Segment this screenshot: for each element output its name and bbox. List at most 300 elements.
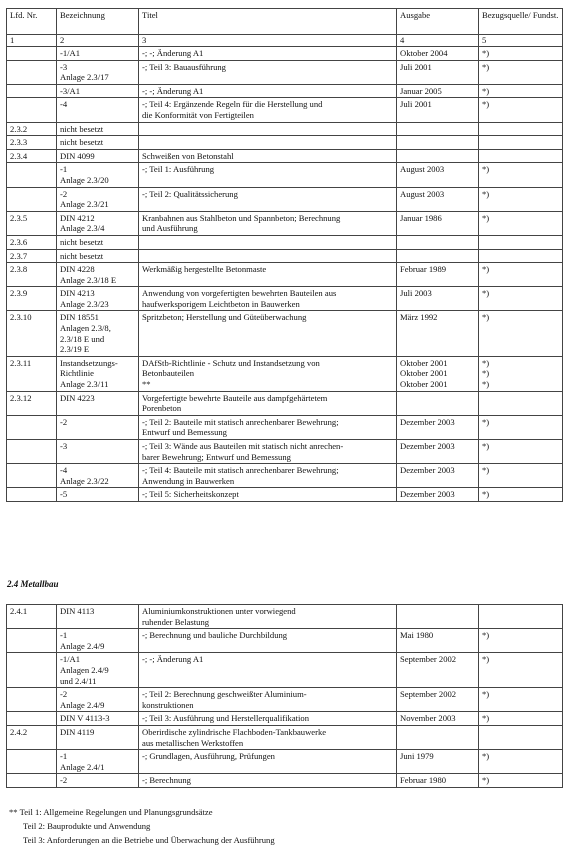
cell-line: *) (482, 368, 490, 379)
cell-ausgabe (397, 464, 479, 488)
cell-titel (139, 249, 397, 263)
cell-line: *) (482, 357, 490, 368)
cell-ausgabe (397, 249, 479, 263)
table-row (7, 84, 563, 98)
cell-line: -2 (60, 775, 68, 786)
cell-titel (139, 391, 397, 415)
cell-line: 2.3/18 E und (60, 333, 105, 344)
cell-lfd-nr: 2.3.5 (7, 211, 57, 235)
cell-ausgabe (397, 774, 479, 788)
table-row (7, 774, 563, 788)
cell-line: -; Teil 4: Ergänzende Regeln für die Herstellung und (142, 99, 323, 110)
cell-ausgabe (397, 488, 479, 502)
cell-bezeichnung (57, 187, 139, 211)
cell-bezugsquelle (479, 629, 563, 653)
cell-line: *) (482, 630, 490, 641)
cell-lfd-nr: 2.3.12 (7, 391, 57, 415)
cell-line: Dezember 2003 (400, 416, 455, 427)
cell-bezugsquelle (479, 149, 563, 163)
cell-titel (139, 98, 397, 122)
cell-line: -; Teil 1: Ausführung (142, 164, 215, 175)
cell-ausgabe (397, 84, 479, 98)
cell-lfd-nr (7, 98, 57, 122)
cell-titel (139, 163, 397, 187)
table-row (7, 725, 563, 749)
cell-line: *) (482, 312, 490, 323)
table-row (7, 712, 563, 726)
cell-line: -1/A1 (60, 654, 81, 665)
table-row (7, 688, 563, 712)
cell-lfd-nr: 2.3.4 (7, 149, 57, 163)
cell-line: August 2003 (400, 164, 445, 175)
cell-lfd-nr: 2.3.6 (7, 235, 57, 249)
cell-line: -; -; Änderung A1 (142, 48, 204, 58)
cell-line: Anlage 2.4/1 (60, 761, 105, 772)
cell-ausgabe (397, 149, 479, 163)
cell-line: *) (482, 164, 490, 175)
cell-ausgabe (397, 712, 479, 726)
cell-line: Anlage 2.3/22 (60, 475, 109, 486)
cell-bezeichnung (57, 84, 139, 98)
cell-titel (139, 415, 397, 439)
cell-titel (139, 605, 397, 629)
column-number: 4 (397, 35, 479, 47)
cell-bezugsquelle (479, 712, 563, 726)
cell-line: Januar 2005 (400, 85, 442, 96)
cell-bezugsquelle (479, 311, 563, 356)
cell-line: *) (482, 713, 490, 724)
cell-bezeichnung (57, 629, 139, 653)
cell-line: Schweißen von Betonstahl (142, 150, 234, 161)
cell-line: -; Teil 3: Ausführung und Herstellerqualifikation (142, 713, 310, 724)
cell-line: Juli 2001 (400, 99, 432, 110)
cell-lfd-nr (7, 488, 57, 502)
cell-bezugsquelle (479, 488, 563, 502)
header-lfd-nr: Lfd. Nr. (7, 9, 57, 35)
cell-line: Anlage 2.3/11 (60, 379, 109, 390)
cell-line: Juli 2001 (400, 61, 432, 72)
cell-line: DIN 4212 (60, 212, 95, 223)
cell-line: und 2.4/11 (60, 675, 97, 686)
cell-ausgabe (397, 629, 479, 653)
cell-line: *) (482, 689, 490, 700)
cell-titel (139, 60, 397, 84)
cell-line: DAfStb-Richtlinie - Schutz und Instandsetzung von (142, 357, 320, 368)
table-row (7, 629, 563, 653)
cell-bezeichnung (57, 605, 139, 629)
cell-lfd-nr: 2.3.10 (7, 311, 57, 356)
cell-line: Instandsetzungs- (60, 357, 118, 368)
cell-line: nicht besetzt (60, 236, 104, 247)
cell-line: -4 (60, 99, 68, 110)
cell-titel (139, 187, 397, 211)
cell-titel (139, 287, 397, 311)
cell-bezugsquelle (479, 47, 563, 61)
cell-lfd-nr (7, 750, 57, 774)
cell-line: *) (482, 264, 490, 275)
cell-lfd-nr (7, 774, 57, 788)
cell-line: März 1992 (400, 312, 438, 323)
cell-titel (139, 488, 397, 502)
cell-line: -; Teil 3: Wände aus Bauteilen mit statisch nicht anrechen- (142, 441, 344, 451)
cell-bezeichnung (57, 163, 139, 187)
cell-line: Entwurf und Bemessung (142, 427, 227, 438)
cell-line: -; Teil 2: Berechnung geschweißter Aluminium- (142, 689, 307, 700)
cell-line: -; -; Änderung A1 (142, 85, 204, 96)
cell-titel (139, 750, 397, 774)
cell-line: Anwendung von vorgefertigten bewehrten Bauteilen aus (142, 288, 337, 299)
cell-bezugsquelle (479, 774, 563, 788)
column-number: 5 (479, 35, 563, 47)
cell-line: *) (482, 416, 490, 427)
cell-titel (139, 356, 397, 391)
cell-ausgabe (397, 211, 479, 235)
cell-line: Oberirdische zylindrische Flachboden-Tankbauwerke (142, 726, 327, 737)
cell-line: *) (482, 441, 490, 451)
cell-bezeichnung (57, 98, 139, 122)
cell-ausgabe (397, 47, 479, 61)
cell-line: Betonbauteilen (142, 368, 195, 379)
column-number: 3 (139, 35, 397, 47)
cell-line: Richtlinie (60, 368, 94, 379)
table-row (7, 464, 563, 488)
header-titel: Titel (139, 9, 397, 35)
table-row (7, 356, 563, 391)
cell-line: September 2002 (400, 689, 457, 700)
cell-line: -3/A1 (60, 85, 81, 96)
cell-line: aus metallischen Werkstoffen (142, 737, 244, 748)
section-title-metallbau: 2.4 Metallbau (7, 579, 59, 589)
cell-line: September 2002 (400, 654, 457, 665)
cell-line: -; Teil 3: Bauausführung (142, 61, 226, 72)
cell-line: nicht besetzt (60, 123, 104, 134)
cell-line: -4 (60, 465, 68, 476)
table-row (7, 136, 563, 150)
cell-line: -5 (60, 489, 68, 500)
cell-lfd-nr (7, 415, 57, 439)
cell-line: *) (482, 751, 490, 762)
table-row (7, 311, 563, 356)
cell-line: -1 (60, 751, 68, 762)
table-row (7, 653, 563, 688)
table-row (7, 415, 563, 439)
cell-line: August 2003 (400, 188, 445, 199)
footnote-line: Teil 2: Bauprodukte und Anwendung (23, 821, 151, 831)
cell-bezugsquelle (479, 356, 563, 391)
cell-line: DIN 4228 (60, 264, 95, 275)
cell-line: -; -; Änderung A1 (142, 654, 204, 665)
cell-line: -3 (60, 441, 68, 451)
cell-line: Februar 1989 (400, 264, 447, 275)
cell-bezugsquelle (479, 440, 563, 464)
cell-line: -; Berechnung (142, 775, 191, 786)
footnote-line: ** Teil 1: Allgemeine Regelungen und Planungsgrundsätze (9, 807, 213, 817)
cell-titel (139, 311, 397, 356)
cell-bezeichnung (57, 136, 139, 150)
cell-line: Oktober 2004 (400, 48, 448, 58)
cell-titel (139, 149, 397, 163)
cell-line: Anlage 2.4/9 (60, 699, 105, 710)
table-row (7, 211, 563, 235)
table-header-row (7, 9, 563, 35)
cell-line: -1 (60, 630, 68, 641)
footnote-line: Teil 3: Anforderungen an die Betriebe und Überwachung der Ausführung (23, 835, 275, 845)
cell-line: -1 (60, 164, 68, 175)
cell-titel (139, 712, 397, 726)
table-row (7, 235, 563, 249)
table-row (7, 287, 563, 311)
cell-line: Januar 1986 (400, 212, 442, 223)
cell-line: *) (482, 465, 490, 476)
cell-lfd-nr (7, 653, 57, 688)
cell-line: Dezember 2003 (400, 489, 455, 500)
cell-bezugsquelle (479, 415, 563, 439)
cell-line: Juli 2003 (400, 288, 432, 299)
cell-lfd-nr (7, 47, 57, 61)
cell-bezugsquelle (479, 235, 563, 249)
cell-line: Anlage 2.3/21 (60, 199, 109, 210)
cell-line: Mai 1980 (400, 630, 434, 641)
cell-line: Oktober 2001 (400, 379, 448, 390)
cell-line: -; Berechnung und bauliche Durchbildung (142, 630, 288, 641)
cell-bezugsquelle (479, 60, 563, 84)
cell-ausgabe (397, 440, 479, 464)
cell-bezugsquelle (479, 725, 563, 749)
regulations-table-concrete (6, 8, 563, 502)
header-ausgabe: Ausgabe (397, 9, 479, 35)
cell-titel (139, 774, 397, 788)
cell-lfd-nr (7, 712, 57, 726)
cell-titel (139, 122, 397, 136)
cell-line: ruhender Belastung (142, 616, 210, 627)
cell-line: nicht besetzt (60, 250, 104, 261)
cell-bezeichnung (57, 774, 139, 788)
cell-ausgabe (397, 415, 479, 439)
cell-line: DIN V 4113-3 (60, 713, 110, 724)
cell-bezugsquelle (479, 163, 563, 187)
cell-line: *) (482, 288, 490, 299)
cell-bezugsquelle (479, 464, 563, 488)
cell-bezeichnung (57, 263, 139, 287)
cell-ausgabe (397, 750, 479, 774)
cell-titel (139, 136, 397, 150)
cell-bezeichnung (57, 712, 139, 726)
cell-bezeichnung (57, 235, 139, 249)
cell-titel (139, 629, 397, 653)
cell-line: DIN 4213 (60, 288, 95, 299)
cell-lfd-nr: 2.3.3 (7, 136, 57, 150)
cell-bezeichnung (57, 287, 139, 311)
table-row (7, 391, 563, 415)
cell-line: haufwerksporigem Leichtbeton in Bauwerken (142, 298, 300, 309)
cell-bezeichnung (57, 122, 139, 136)
table-row (7, 60, 563, 84)
cell-line: *) (482, 188, 490, 199)
table-row (7, 263, 563, 287)
cell-line: DIN 4119 (60, 726, 95, 737)
cell-bezeichnung (57, 356, 139, 391)
cell-bezeichnung (57, 391, 139, 415)
cell-line: *) (482, 61, 490, 72)
cell-ausgabe (397, 235, 479, 249)
cell-lfd-nr: 2.4.1 (7, 605, 57, 629)
table-row (7, 163, 563, 187)
cell-bezeichnung (57, 488, 139, 502)
cell-line: -; Teil 4: Bauteile mit statisch anrechenbarer Bewehrung; (142, 465, 339, 476)
cell-lfd-nr: 2.3.7 (7, 249, 57, 263)
cell-lfd-nr (7, 163, 57, 187)
cell-line: Anlage 2.3/4 (60, 223, 105, 234)
cell-lfd-nr: 2.3.2 (7, 122, 57, 136)
cell-titel (139, 464, 397, 488)
cell-line: barer Bewehrung; Entwurf und Bemessung (142, 451, 291, 462)
cell-line: Anlagen 2.3/8, (60, 323, 111, 334)
cell-ausgabe (397, 356, 479, 391)
cell-lfd-nr: 2.4.2 (7, 725, 57, 749)
cell-bezeichnung (57, 415, 139, 439)
cell-line: DIN 18551 (60, 312, 99, 323)
cell-ausgabe (397, 287, 479, 311)
cell-bezeichnung (57, 47, 139, 61)
cell-line: -; Teil 5: Sicherheitskonzept (142, 489, 239, 500)
cell-line: Spritzbeton; Herstellung und Güteüberwachung (142, 312, 307, 323)
cell-bezeichnung (57, 725, 139, 749)
cell-line: Juni 1979 (400, 751, 434, 762)
cell-ausgabe (397, 98, 479, 122)
cell-lfd-nr: 2.3.11 (7, 356, 57, 391)
cell-line: November 2003 (400, 713, 456, 724)
cell-bezeichnung (57, 440, 139, 464)
table-row (7, 750, 563, 774)
cell-titel (139, 653, 397, 688)
cell-line: Anlage 2.3/23 (60, 298, 109, 309)
cell-line: -1/A1 (60, 48, 81, 58)
cell-ausgabe (397, 136, 479, 150)
cell-lfd-nr: 2.3.8 (7, 263, 57, 287)
cell-line: die Konformität von Fertigteilen (142, 109, 254, 120)
column-number: 2 (57, 35, 139, 47)
cell-line: Porenbeton (142, 403, 182, 414)
cell-bezugsquelle (479, 287, 563, 311)
table-row (7, 488, 563, 502)
header-bezugsquelle: Bezugsquelle/ Fundst. (479, 9, 563, 35)
cell-line: Februar 1980 (400, 775, 447, 786)
cell-bezeichnung (57, 750, 139, 774)
cell-bezugsquelle (479, 391, 563, 415)
cell-bezugsquelle (479, 653, 563, 688)
cell-line: -3 (60, 61, 68, 72)
cell-titel (139, 688, 397, 712)
cell-bezeichnung (57, 311, 139, 356)
table-row (7, 440, 563, 464)
cell-line: Vorgefertigte bewehrte Bauteile aus dampfgehärtetem (142, 392, 328, 403)
cell-line: *) (482, 379, 490, 390)
cell-ausgabe (397, 263, 479, 287)
cell-line: ** (142, 379, 151, 390)
cell-line: -2 (60, 188, 68, 199)
table-row (7, 187, 563, 211)
cell-lfd-nr (7, 187, 57, 211)
cell-titel (139, 47, 397, 61)
column-number: 1 (7, 35, 57, 47)
cell-line: Oktober 2001 (400, 357, 448, 368)
cell-ausgabe (397, 725, 479, 749)
cell-bezugsquelle (479, 211, 563, 235)
header-bezeichnung: Bezeichnung (57, 9, 139, 35)
cell-lfd-nr (7, 688, 57, 712)
cell-line: 2.3/19 E (60, 344, 90, 355)
cell-bezugsquelle (479, 122, 563, 136)
cell-line: Anlage 2.3/17 (60, 72, 109, 83)
cell-titel (139, 440, 397, 464)
cell-lfd-nr (7, 464, 57, 488)
table-row (7, 122, 563, 136)
cell-line: Aluminiumkonstruktionen unter vorwiegend (142, 606, 296, 616)
cell-line: Anwendung in Bauwerken (142, 475, 235, 486)
cell-ausgabe (397, 605, 479, 629)
cell-bezeichnung (57, 688, 139, 712)
cell-titel (139, 84, 397, 98)
cell-line: DIN 4099 (60, 150, 95, 161)
cell-line: nicht besetzt (60, 137, 104, 148)
cell-line: Anlagen 2.4/9 (60, 664, 109, 675)
table-row (7, 47, 563, 61)
cell-line: -; Teil 2: Bauteile mit statisch anrechenbarer Bewehrung; (142, 416, 339, 427)
footnotes (9, 805, 275, 847)
cell-line: Anlage 2.3/20 (60, 174, 109, 185)
cell-line: *) (482, 48, 490, 58)
cell-titel (139, 725, 397, 749)
table-row (7, 605, 563, 629)
cell-line: Dezember 2003 (400, 465, 455, 476)
cell-line: Kranbahnen aus Stahlbeton und Spannbeton; Berechnung (142, 212, 341, 223)
cell-ausgabe (397, 122, 479, 136)
cell-line: *) (482, 212, 490, 223)
cell-titel (139, 263, 397, 287)
regulations-table-metal (6, 604, 563, 788)
cell-line: *) (482, 85, 490, 96)
table-row (7, 149, 563, 163)
cell-ausgabe (397, 187, 479, 211)
cell-line: *) (482, 99, 490, 110)
cell-line: Oktober 2001 (400, 368, 448, 379)
cell-bezugsquelle (479, 750, 563, 774)
cell-ausgabe (397, 653, 479, 688)
cell-line: *) (482, 489, 490, 500)
cell-titel (139, 211, 397, 235)
cell-bezugsquelle (479, 98, 563, 122)
cell-ausgabe (397, 688, 479, 712)
cell-bezeichnung (57, 211, 139, 235)
cell-ausgabe (397, 163, 479, 187)
cell-lfd-nr (7, 629, 57, 653)
cell-line: und Ausführung (142, 223, 198, 234)
cell-bezugsquelle (479, 688, 563, 712)
cell-bezeichnung (57, 149, 139, 163)
cell-line: Werkmäßig hergestellte Betonmaste (142, 264, 267, 275)
cell-line: Anlage 2.4/9 (60, 640, 105, 651)
cell-ausgabe (397, 60, 479, 84)
cell-bezugsquelle (479, 84, 563, 98)
cell-line: DIN 4113 (60, 606, 95, 616)
cell-bezugsquelle (479, 136, 563, 150)
cell-bezugsquelle (479, 605, 563, 629)
cell-bezugsquelle (479, 187, 563, 211)
cell-line: DIN 4223 (60, 392, 95, 403)
table-row (7, 249, 563, 263)
cell-lfd-nr (7, 84, 57, 98)
cell-bezeichnung (57, 60, 139, 84)
